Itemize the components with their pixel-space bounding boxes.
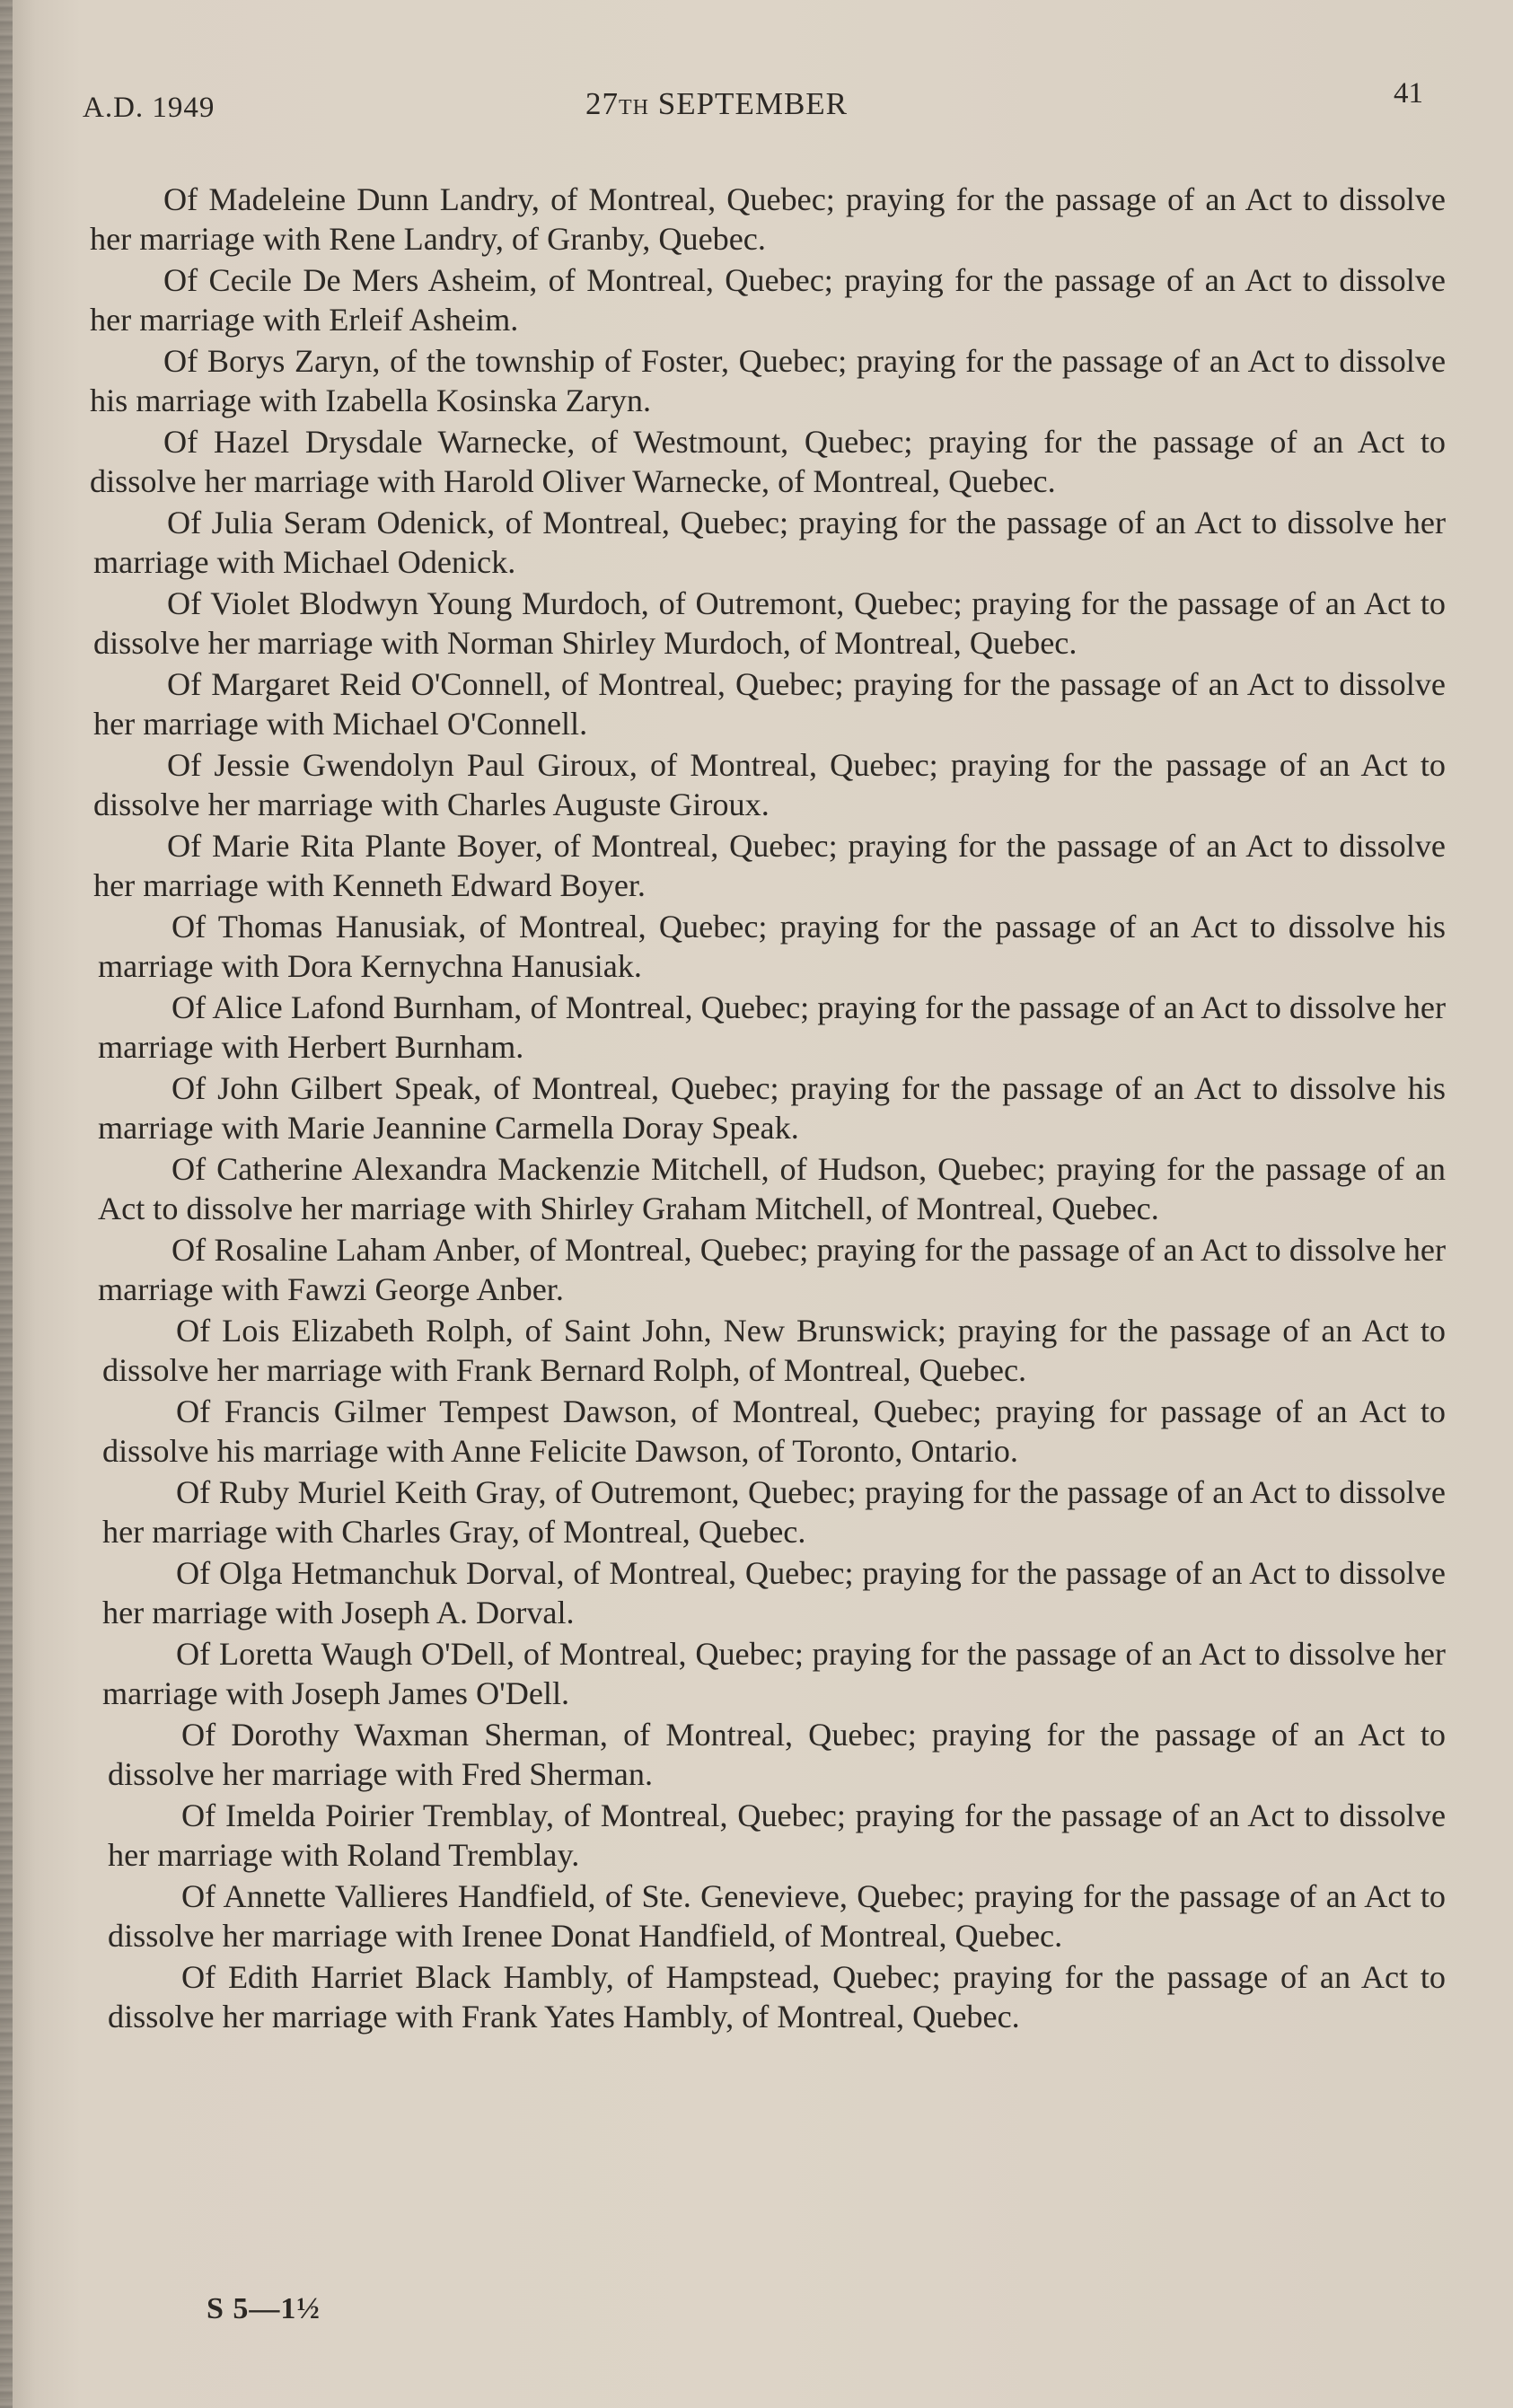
petition-list — [90, 180, 1446, 2038]
signature-mark: S 5—1½ — [207, 2292, 321, 2325]
date-label — [585, 86, 848, 122]
petition-entry: Of Rosaline Laham Anber, of Montreal, Quebec; praying for the passage of an Act to dissolve her marriage with Fawzi George Anber. — [98, 1232, 1446, 1307]
petition-entry: Of Borys Zaryn, of the township of Foster, Quebec; praying for the passage of an Act to dissolve his marriage with Izabella Kosinska Zaryn. — [90, 343, 1446, 418]
petition-entry: Of Catherine Alexandra Mackenzie Mitchell, of Hudson, Quebec; praying for the passage of an Act to dissolve her marriage with Shirley Graham Mitchell, of Montreal, Quebec. — [98, 1151, 1446, 1226]
petition-entry: Of John Gilbert Speak, of Montreal, Quebec; praying for the passage of an Act to dissolve his marriage with Marie Jeannine Carmella Doray Speak. — [98, 1070, 1446, 1146]
date-suffix: TH — [619, 96, 649, 119]
petition-entry: Of Olga Hetmanchuk Dorval, of Montreal, Quebec; praying for the passage of an Act to dissolve her marriage with Joseph A. Dorval. — [102, 1555, 1446, 1630]
petition-entry: Of Alice Lafond Burnham, of Montreal, Quebec; praying for the passage of an Act to dissolve her marriage with Herbert Burnham. — [98, 989, 1446, 1065]
petition-entry: Of Loretta Waugh O'Dell, of Montreal, Quebec; praying for the passage of an Act to dissolve her marriage with Joseph James O'Dell. — [102, 1636, 1446, 1711]
petition-entry: Of Jessie Gwendolyn Paul Giroux, of Montreal, Quebec; praying for the passage of an Act to dissolve her marriage with Charles Auguste Giroux. — [93, 747, 1446, 822]
petition-entry: Of Hazel Drysdale Warnecke, of Westmount, Quebec; praying for the passage of an Act to dissolve her marriage with Harold Oliver Warnecke, of Montreal, Quebec. — [90, 424, 1446, 499]
petition-entry: Of Cecile De Mers Asheim, of Montreal, Quebec; praying for the passage of an Act to dissolve her marriage with Erleif Asheim. — [90, 262, 1446, 338]
petition-entry: Of Francis Gilmer Tempest Dawson, of Montreal, Quebec; praying for passage of an Act to dissolve his marriage with Anne Felicite Dawson, of Toronto, Ontario. — [102, 1393, 1446, 1469]
petition-entry: Of Ruby Muriel Keith Gray, of Outremont, Quebec; praying for the passage of an Act to dissolve her marriage with Charles Gray, of Montreal, Quebec. — [102, 1474, 1446, 1550]
petition-entry: Of Annette Vallieres Handfield, of Ste. Genevieve, Quebec; praying for the passage of an Act to dissolve her marriage with Irenee Donat Handfield, of Montreal, Quebec. — [108, 1878, 1446, 1954]
petition-entry: Of Lois Elizabeth Rolph, of Saint John, New Brunswick; praying for the passage of an Act to dissolve her marriage with Frank Bernard Rolph, of Montreal, Quebec. — [102, 1313, 1446, 1388]
page-header — [83, 77, 1423, 131]
date-month: SEPTEMBER — [657, 86, 849, 121]
date-day: 27 — [585, 86, 619, 121]
petition-entry: Of Dorothy Waxman Sherman, of Montreal, Quebec; praying for the passage of an Act to dissolve her marriage with Fred Sherman. — [108, 1717, 1446, 1792]
petition-entry: Of Thomas Hanusiak, of Montreal, Quebec; praying for the passage of an Act to dissolve his marriage with Dora Kernychna Hanusiak. — [98, 909, 1446, 984]
petition-entry: Of Madeleine Dunn Landry, of Montreal, Quebec; praying for the passage of an Act to dissolve her marriage with Rene Landry, of Granby, Quebec. — [90, 181, 1446, 257]
petition-entry: Of Edith Harriet Black Hambly, of Hampstead, Quebec; praying for the passage of an Act to dissolve her marriage with Frank Yates Hambly, of Montreal, Quebec. — [108, 1959, 1446, 2034]
petition-entry: Of Julia Seram Odenick, of Montreal, Quebec; praying for the passage of an Act to dissolve her marriage with Michael Odenick. — [93, 505, 1446, 580]
page-number: 41 — [1394, 77, 1423, 110]
petition-entry: Of Margaret Reid O'Connell, of Montreal, Quebec; praying for the passage of an Act to dissolve her marriage with Michael O'Connell. — [93, 666, 1446, 742]
year-label: A.D. 1949 — [83, 92, 216, 124]
petition-entry: Of Imelda Poirier Tremblay, of Montreal, Quebec; praying for the passage of an Act to dissolve her marriage with Roland Tremblay. — [108, 1797, 1446, 1873]
petition-entry: Of Marie Rita Plante Boyer, of Montreal, Quebec; praying for the passage of an Act to dissolve her marriage with Kenneth Edward Boyer. — [93, 828, 1446, 903]
petition-entry: Of Violet Blodwyn Young Murdoch, of Outremont, Quebec; praying for the passage of an Act to dissolve her marriage with Norman Shirley Murdoch, of Montreal, Quebec. — [93, 585, 1446, 661]
